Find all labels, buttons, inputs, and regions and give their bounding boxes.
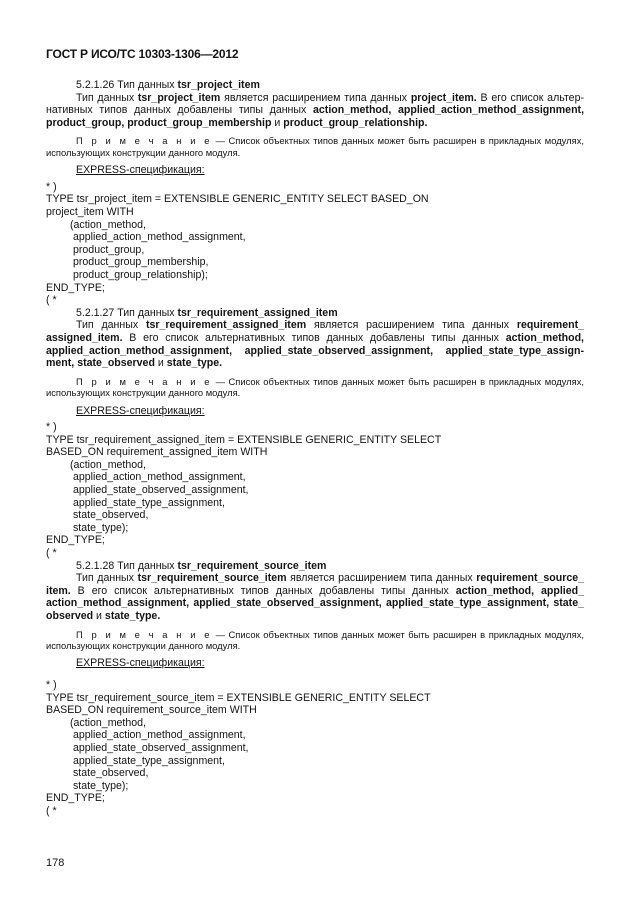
note-paragraph — [46, 629, 584, 652]
bold-term: tsr_requirement_source_item — [137, 572, 287, 585]
text-run: Тип данных — [76, 319, 146, 332]
text-run: является расширением типа данных — [306, 319, 517, 332]
code-line: BASED_ON requirement_assigned_item WITH — [46, 446, 268, 459]
code-line: END_TYPE; — [46, 534, 105, 547]
text-run: является расширением типа данных — [286, 572, 477, 585]
code-line: (action_method, — [70, 716, 146, 729]
code-line: state_type); — [73, 779, 129, 792]
text-run: Тип данных — [76, 572, 138, 585]
bold-term: requirement_ assigned_item. — [46, 319, 584, 344]
code-line: state_type); — [73, 521, 129, 534]
code-line: project_item WITH — [46, 205, 134, 218]
code-line: product_group_relationship); — [73, 268, 208, 281]
text-run: и — [154, 357, 167, 370]
express-spec-label: EXPRESS-спецификация: — [76, 657, 205, 670]
section-heading — [46, 560, 584, 573]
code-line: applied_state_observed_assignment, — [73, 741, 249, 754]
page-number: 178 — [46, 857, 65, 869]
section-number: 5.2.1.28 Тип данных — [76, 559, 178, 572]
section-number: 5.2.1.26 Тип данных — [76, 79, 178, 91]
code-line: applied_action_method_assignment, — [73, 231, 246, 244]
text-run: является расширением типа данных — [220, 91, 411, 104]
bold-term: requirement_source_ item. — [46, 572, 585, 597]
bold-term: project_item. — [410, 91, 477, 104]
code-line: product_group_membership, — [73, 256, 209, 269]
bold-term: tsr_project_item — [137, 91, 221, 104]
section-type-name: tsr_requirement_source_item — [177, 559, 327, 572]
bold-term: action_method, applied_ action_method_assignment, applied_state_observed_assignment, applied_state_type_assignment, state_ observed — [46, 584, 585, 622]
code-line: (action_method, — [70, 218, 146, 231]
text-run: и — [93, 610, 105, 622]
text-run: В его список альтернативных типов данных добавлены типы данных — [122, 331, 506, 344]
note-text: — Список объектных типов данных может быть расширен в прикладных модулях, использующих конструкции данного модуля. — [46, 628, 584, 651]
note-label: П р и м е ч а н и е — [76, 628, 213, 640]
code-line: applied_state_observed_assignment, — [73, 484, 249, 497]
code-line: TYPE tsr_requirement_assigned_item = EXTENSIBLE GENERIC_ENTITY SELECT — [46, 433, 442, 446]
section-heading — [46, 79, 584, 92]
section-description — [46, 92, 584, 130]
bold-term: state_type. — [104, 610, 161, 622]
code-line: (action_method, — [70, 458, 146, 471]
type-section — [46, 307, 584, 560]
code-line: product_group, — [73, 243, 145, 256]
code-line: state_observed, — [73, 767, 149, 780]
code-line: TYPE tsr_requirement_source_item = EXTENSIBLE GENERIC_ENTITY SELECT — [46, 691, 431, 704]
section-type-name: tsr_project_item — [177, 79, 260, 91]
code-comment-close: ( * — [46, 294, 57, 307]
section-heading — [46, 307, 584, 320]
express-code-block — [46, 181, 584, 307]
text-run: Тип данных — [76, 91, 138, 104]
bold-term: product_group_relationship. — [283, 116, 428, 129]
type-section — [46, 560, 584, 818]
code-line: BASED_ON requirement_source_item WITH — [46, 704, 257, 717]
note-text: — Список объектных типов данных может быть расширен в прикладных модулях, использующих конструкции данного модуля. — [46, 375, 584, 399]
note-paragraph — [46, 135, 584, 158]
text-run: В его список альтер-нативных типов данных добавлены типы данных — [46, 91, 584, 117]
bold-term: state_type. — [166, 357, 223, 370]
code-line: applied_action_method_assignment, — [73, 729, 246, 742]
text-run: и — [271, 116, 284, 129]
express-code-block — [46, 679, 584, 818]
express-spec-label: EXPRESS-спецификация: — [76, 164, 205, 177]
code-line: END_TYPE; — [46, 792, 105, 805]
code-line: applied_state_type_assignment, — [73, 496, 225, 509]
type-section — [46, 79, 584, 307]
express-spec-label: EXPRESS-спецификация: — [76, 404, 205, 417]
code-comment-close: ( * — [46, 804, 57, 817]
code-line: state_observed, — [73, 509, 149, 522]
code-line: applied_action_method_assignment, — [73, 471, 246, 484]
section-type-name: tsr_requirement_assigned_item — [177, 306, 338, 319]
note-paragraph — [46, 376, 584, 399]
section-description — [46, 319, 584, 369]
code-comment-close: ( * — [46, 547, 57, 560]
bold-term: tsr_requirement_assigned_item — [145, 319, 307, 332]
code-line: applied_state_type_assignment, — [73, 754, 225, 767]
section-number: 5.2.1.27 Тип данных — [76, 306, 178, 319]
note-label: П р и м е ч а н и е — [76, 375, 213, 387]
page-header: ГОСТ Р ИСО/ТС 10303-1306—2012 — [46, 47, 239, 61]
spacer — [46, 670, 584, 679]
page-content — [46, 79, 584, 818]
code-line: TYPE tsr_project_item = EXTENSIBLE GENERIC_ENTITY SELECT BASED_ON — [46, 193, 429, 206]
code-comment-open: * ) — [46, 421, 57, 434]
note-text: — Список объектных типов данных может быть расширен в прикладных модулях, использующих конструкции данного модуля. — [46, 135, 584, 158]
text-run: В его список альтернативных типов данных добавлены типы данных — [70, 584, 456, 597]
bold-term: action_method, applied_action_method_assignment, applied_state_observed_assignment, applied_state_type_assign-ment, state_observed — [46, 331, 584, 370]
section-description — [46, 572, 584, 622]
bold-term: action_method, applied_action_method_assignment, product_group, product_group_membership — [46, 104, 585, 129]
note-label: П р и м е ч а н и е — [76, 135, 213, 147]
code-comment-open: * ) — [46, 679, 57, 691]
express-code-block — [46, 421, 584, 560]
code-comment-open: * ) — [46, 180, 57, 193]
code-line: END_TYPE; — [46, 281, 105, 294]
